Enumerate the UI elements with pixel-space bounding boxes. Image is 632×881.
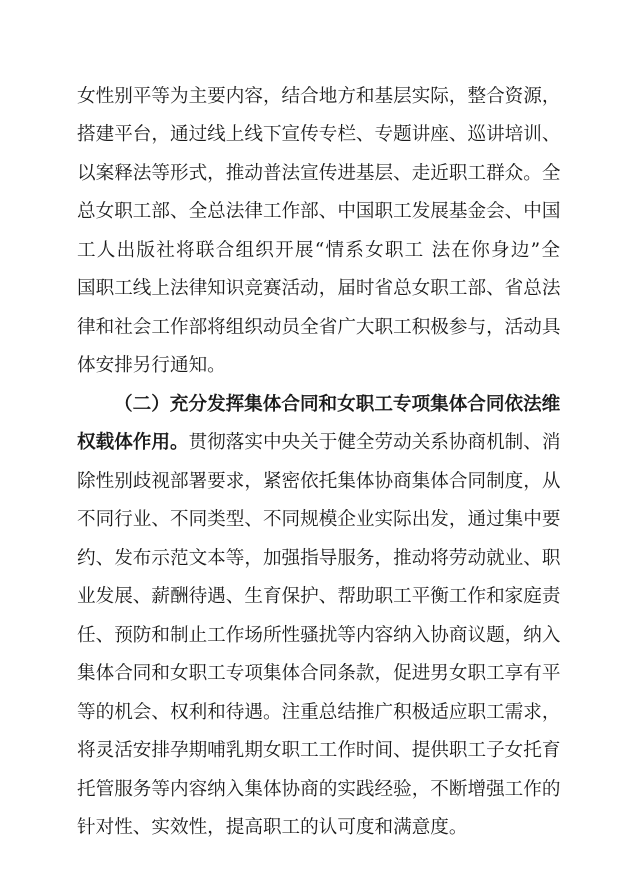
paragraph-line: 女性别平等为主要内容，结合地方和基层实际，整合资源， xyxy=(77,86,560,107)
section-heading: （二）充分发挥集体合同和女职工专项集体合同依法维 xyxy=(114,394,560,415)
paragraph-line: 搭建平台，通过线上线下宣传专栏、专题讲座、巡讲培训、 xyxy=(77,124,560,145)
paragraph-line: 国职工线上法律知识竞赛活动，届时省总女职工部、省总法 xyxy=(77,278,560,299)
paragraph-line: 等的机会、权利和待遇。注重总结推广积极适应职工需求， xyxy=(77,702,560,723)
paragraph-line: 业发展、薪酬待遇、生育保护、帮助职工平衡工作和家庭责 xyxy=(77,586,560,607)
paragraph-line: 工人出版社将联合组织开展“情系女职工 法在你身边”全 xyxy=(77,240,560,261)
paragraph-line: 任、预防和制止工作场所性骚扰等内容纳入协商议题，纳入 xyxy=(77,625,560,646)
paragraph-line: 律和社会工作部将组织动员全省广大职工积极参与，活动具 xyxy=(77,317,560,338)
paragraph-line: 不同行业、不同类型、不同规模企业实际出发，通过集中要 xyxy=(77,509,560,530)
paragraph-line: 除性别歧视部署要求，紧密依托集体协商集体合同制度，从 xyxy=(77,471,560,492)
paragraph-line: 托管服务等内容纳入集体协商的实践经验，不断增强工作的 xyxy=(77,779,560,800)
paragraph-line: 将灵活安排孕期哺乳期女职工工作时间、提供职工子女托育 xyxy=(77,740,560,761)
paragraph-line: 体安排另行通知。 xyxy=(77,355,226,376)
paragraph-line: 以案释法等形式，推动普法宣传进基层、走近职工群众。全 xyxy=(77,163,560,184)
paragraph-text: 贯彻落实中央关于健全劳动关系协商机制、消 xyxy=(188,432,560,453)
paragraph-line: 总女职工部、全总法律工作部、中国职工发展基金会、中国 xyxy=(77,201,560,222)
paragraph-line xyxy=(77,424,560,462)
paragraph-line: 集体合同和女职工专项集体合同条款，促进男女职工享有平 xyxy=(77,663,560,684)
paragraph-line: 约、发布示范文本等，加强指导服务，推动将劳动就业、职 xyxy=(77,548,560,569)
section-heading-end: 权载体作用。 xyxy=(77,432,189,453)
paragraph-line: 针对性、实效性，提高职工的认可度和满意度。 xyxy=(77,817,468,838)
